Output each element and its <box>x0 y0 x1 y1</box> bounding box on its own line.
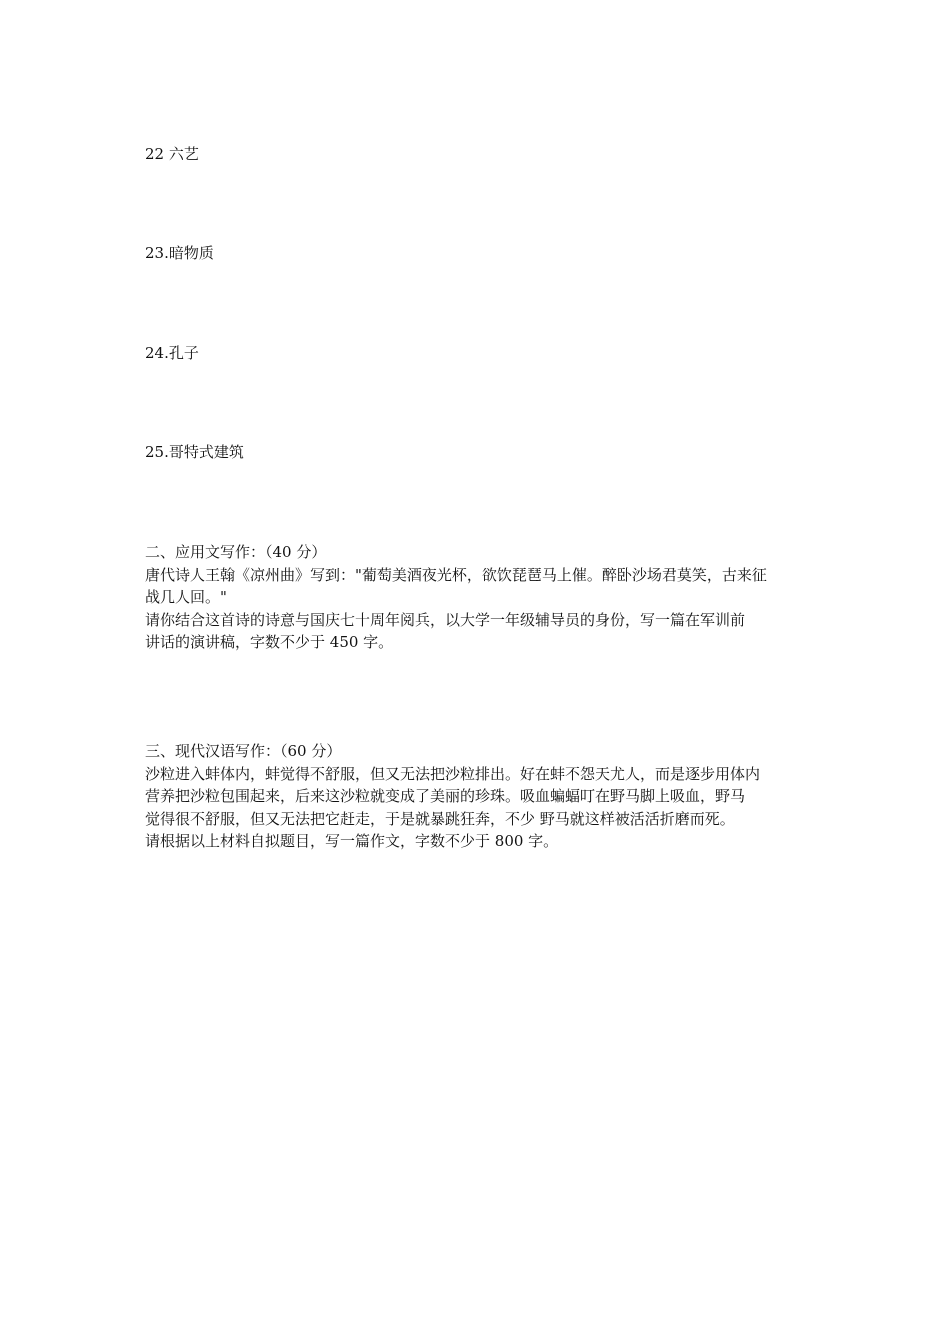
paragraph-line: 请根据以上材料自拟题目，写一篇作文，字数不少于 800 字。 <box>145 832 559 850</box>
paragraph-line: 请你结合这首诗的诗意与国庆七十周年阅兵，以大学一年级辅导员的身份，写一篇在军训前 <box>145 610 746 629</box>
paragraph-line: 沙粒进入蚌体内，蚌觉得不舒服，但又无法把沙粒排出。好在蚌不怨天尤人，而是逐步用体内 <box>145 764 761 783</box>
term-24: 24.孔子 <box>145 344 199 362</box>
term-25: 25.哥特式建筑 <box>145 443 244 461</box>
paragraph-line: 营养把沙粒包围起来，后来这沙粒就变成了美丽的珍珠。吸血蝙蝠叮在野马脚上吸血，野马 <box>145 787 746 805</box>
section-heading: 三、现代汉语写作：（60 分） <box>145 742 342 760</box>
paragraph-line: 战几人回。" <box>145 588 227 606</box>
term-23: 23.暗物质 <box>145 244 214 262</box>
section-modern-chinese-writing <box>145 740 810 853</box>
term-22: 22 六艺 <box>145 145 199 163</box>
paragraph-line: 讲话的演讲稿，字数不少于 450 字。 <box>145 633 394 651</box>
section-applied-writing <box>145 541 810 654</box>
paragraph-line: 唐代诗人王翰《凉州曲》写到："葡萄美酒夜光杯，欲饮琵琶马上催。醉卧沙场君莫笑，古来征 <box>145 565 767 584</box>
section-heading: 二、应用文写作：（40 分） <box>145 543 327 561</box>
paragraph-line: 觉得很不舒服，但又无法把它赶走，于是就暴跳狂奔，不少 野马就这样被活活折磨而死。 <box>145 809 735 828</box>
